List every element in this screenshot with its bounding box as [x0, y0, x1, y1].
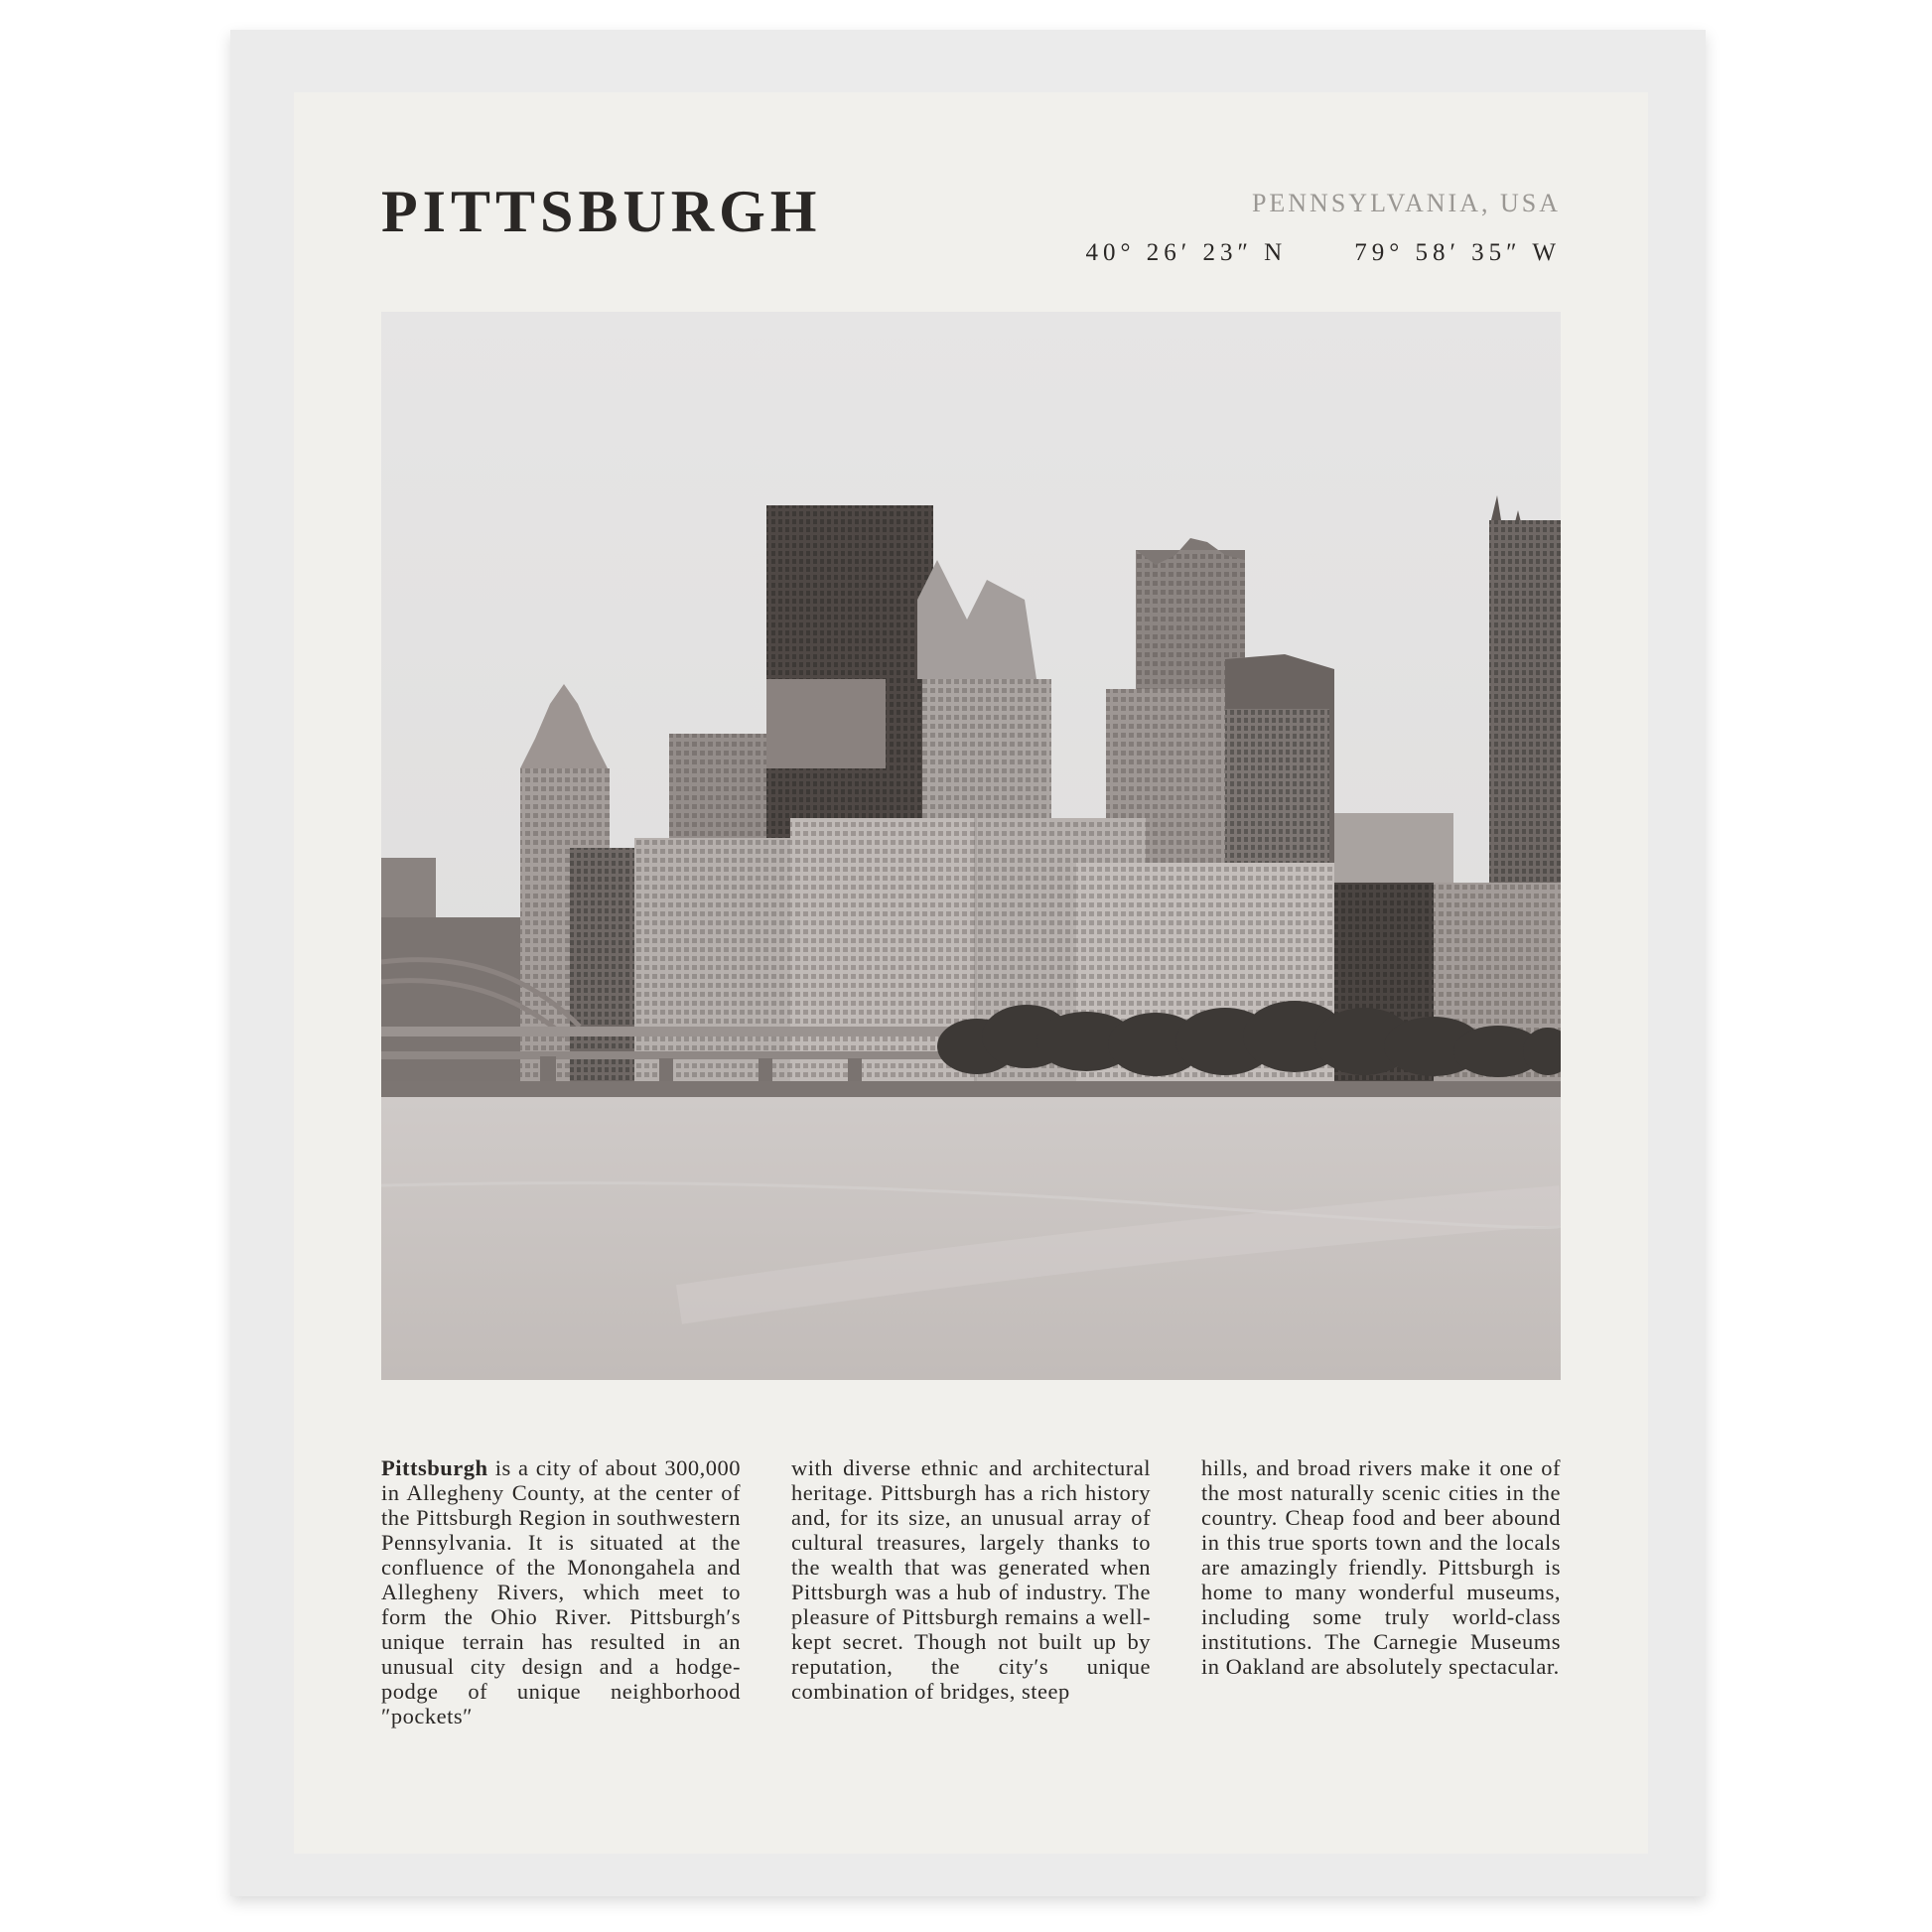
coordinates: [1086, 236, 1561, 270]
column-1-text: is a city of about 300,000 in Allegheny County, at the center of the Pittsburgh Region in southwestern Pennsylvania. It is situated at the confluence of the Monongahela and Allegheny Rivers, which meet to form the Ohio River. Pittsburgh′s unique terrain has resulted in an unusual city design and a hodge-podge of unique neighborhood ″pockets″: [381, 1455, 741, 1728]
description: [381, 1455, 1561, 1753]
skyline-illustration: [381, 312, 1561, 1380]
description-column-2: with diverse ethnic and architectural heritage. Pittsburgh has a rich history and, for its size, an unusual array of cultural treasures, largely thanks to the wealth that was generated when Pittsburgh was a hub of industry. The pleasure of Pittsburgh remains a well-kept secret. Though not built up by reputation, the city′s unique combination of bridges, steep: [791, 1455, 1151, 1704]
latitude: 40° 26′ 23″ N: [1085, 239, 1288, 266]
lead-word: Pittsburgh: [381, 1455, 488, 1480]
city-skyline-photo: [381, 312, 1561, 1380]
description-column-1: [381, 1455, 741, 1753]
description-column-3: hills, and broad rivers make it one of the most naturally scenic cities in the country. Cheap food and beer abound in this true sports town and the locals are amazingly friendly. Pittsburgh is home to many wonderful museums, including some truly world-class institutions. The Carnegie Museums in Oakland are absolutely spectacular.: [1201, 1455, 1561, 1679]
region-label: PENNSYLVANIA, USA: [1251, 189, 1561, 217]
city-title: PITTSBURGH: [381, 179, 822, 244]
longitude: 79° 58′ 35″ W: [1354, 239, 1561, 266]
